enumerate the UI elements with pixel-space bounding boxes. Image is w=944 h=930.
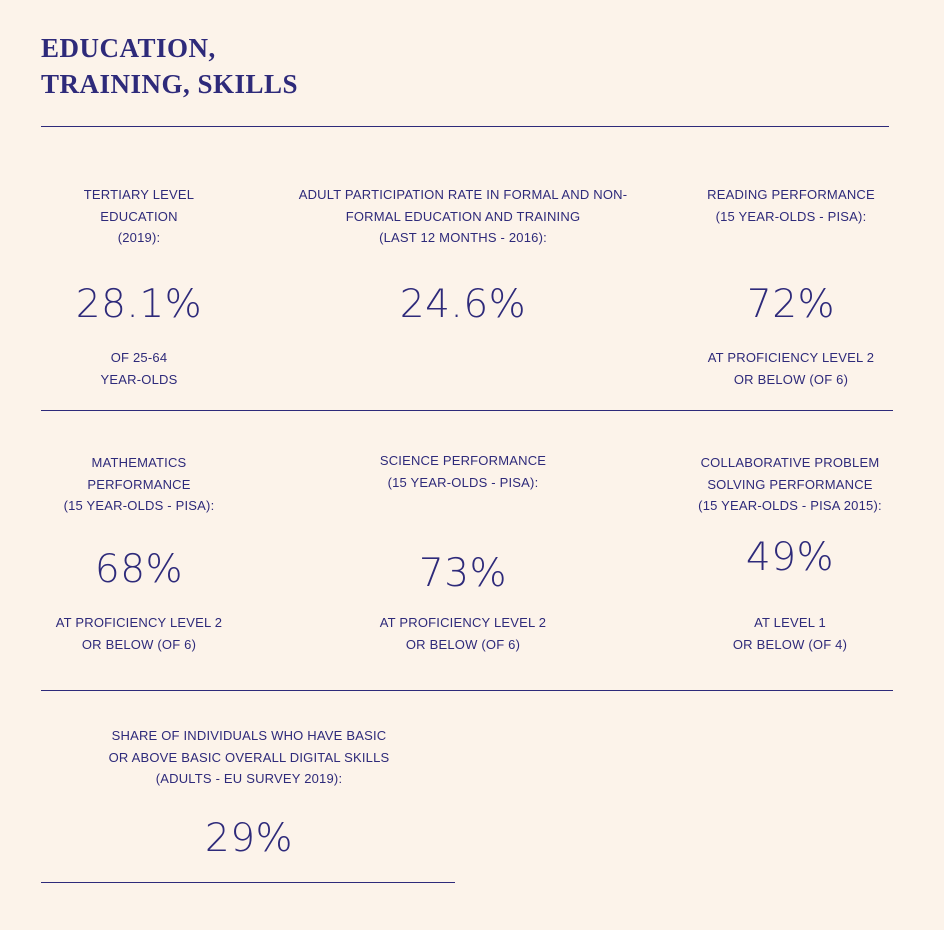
stat-value: 72% <box>746 282 836 327</box>
stat-science-performance <box>353 450 573 670</box>
stat-label: ADULT PARTICIPATION RATE IN FORMAL AND NON- FORMAL EDUCATION AND TRAINING (LAST 12 MONTHS - 2016): <box>298 187 628 245</box>
stat-sublabel: AT PROFICIENCY LEVEL 2 OR BELOW (OF 6) <box>55 615 223 652</box>
stat-value: 28.1% <box>75 282 203 327</box>
page-title-line-1: EDUCATION, <box>41 33 216 63</box>
stat-label: COLLABORATIVE PROBLEM SOLVING PERFORMANCE (15 YEAR-OLDS - PISA 2015): <box>698 455 882 513</box>
divider-bottom <box>41 882 455 883</box>
stat-value: 24.6% <box>399 282 527 327</box>
stat-tertiary-education <box>39 184 239 404</box>
stat-value: 29% <box>204 816 294 861</box>
stat-sublabel: AT LEVEL 1 OR BELOW (OF 4) <box>732 615 848 652</box>
divider-row-2 <box>41 690 893 691</box>
page-title <box>41 30 298 102</box>
divider-top <box>41 126 889 127</box>
stat-label: MATHEMATICS PERFORMANCE (15 YEAR-OLDS - PISA): <box>63 455 215 513</box>
stat-label: TERTIARY LEVEL EDUCATION (2019): <box>83 187 195 245</box>
stat-collaborative-problem-solving <box>675 452 905 672</box>
stat-adult-participation <box>263 184 663 404</box>
stat-sublabel: AT PROFICIENCY LEVEL 2 OR BELOW (OF 6) <box>707 350 875 387</box>
stat-value: 68% <box>94 547 184 592</box>
stat-sublabel: OF 25-64 YEAR-OLDS <box>100 350 178 387</box>
stat-reading-performance <box>681 184 901 404</box>
page-title-line-2: TRAINING, SKILLS <box>41 69 299 99</box>
divider-row-1 <box>41 410 893 411</box>
stat-label: READING PERFORMANCE (15 YEAR-OLDS - PISA): <box>707 187 875 224</box>
stat-value: 49% <box>745 535 835 580</box>
stat-sublabel: AT PROFICIENCY LEVEL 2 OR BELOW (OF 6) <box>379 615 547 652</box>
stat-value: 73% <box>418 551 508 596</box>
stat-digital-skills <box>69 725 429 875</box>
stat-mathematics-performance <box>29 452 249 672</box>
stat-label: SHARE OF INDIVIDUALS WHO HAVE BASIC OR ABOVE BASIC OVERALL DIGITAL SKILLS (ADULTS - EU SURVEY 2019): <box>108 728 390 786</box>
stat-label: SCIENCE PERFORMANCE (15 YEAR-OLDS - PISA): <box>379 453 547 490</box>
